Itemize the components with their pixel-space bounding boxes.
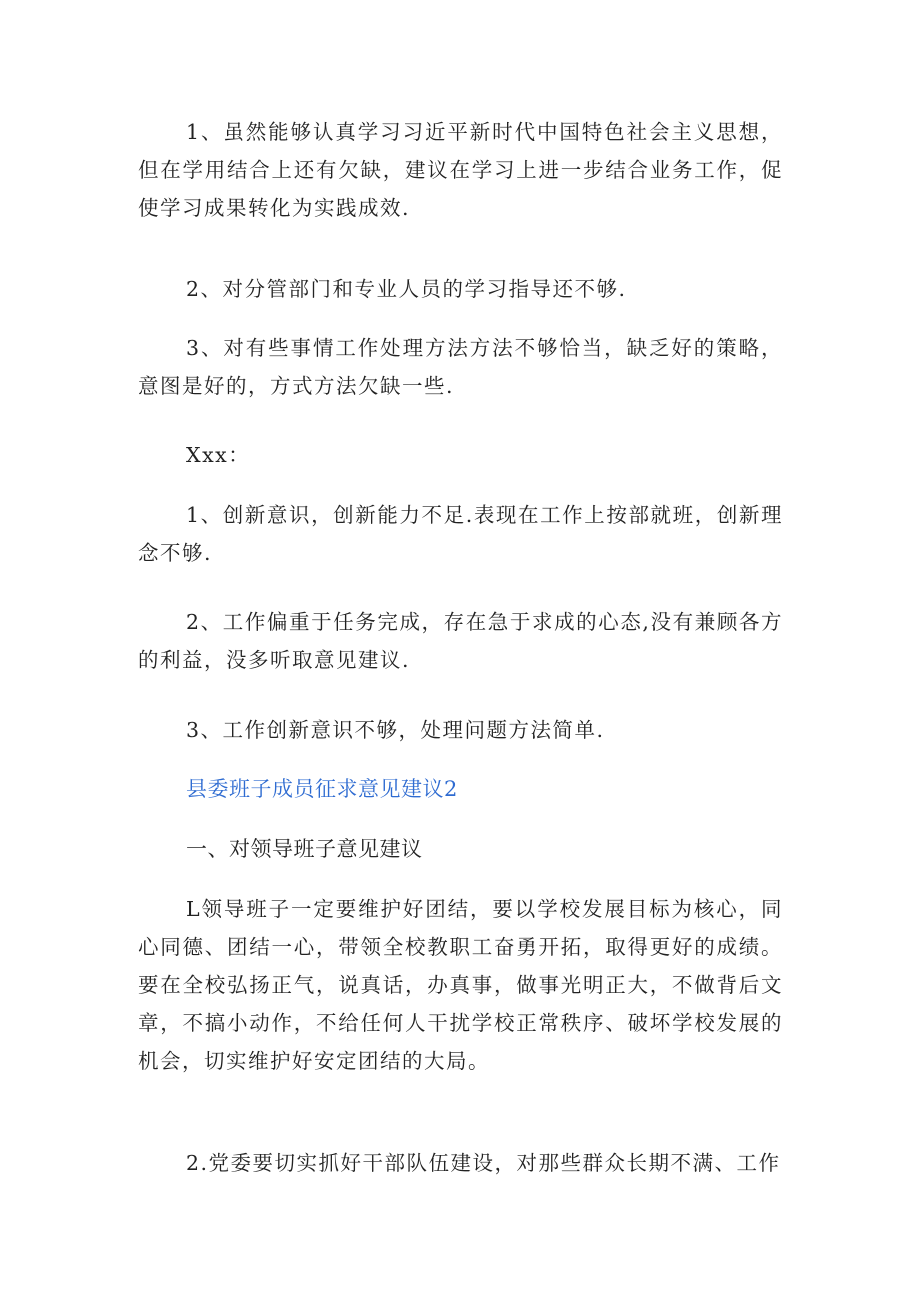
paragraph-2: 2、对分管部门和专业人员的学习指导还不够. [186, 277, 627, 301]
person-label: Xxx： [186, 443, 251, 467]
paragraph-7: L领导班子一定要维护好团结，要以学校发展目标为核心，同心同德、团结一心，带领全校教职工奋勇开拓，取得更好的成绩。要在全校弘扬正气，说真话，办真事，做事光明正大，不做背后文章，不搞小动作，不给任何人干扰学校正常秩序、破坏学校发展的机会，切实维护好安定团结的大局。 [138, 897, 783, 1073]
paragraph-8: 2.党委要切实抓好干部队伍建设，对那些群众长期不满、工作 [186, 1151, 781, 1175]
paragraph-1: 1、虽然能够认真学习习近平新时代中国特色社会主义思想，但在学用结合上还有欠缺，建议在学习上进一步结合业务工作，促使学习成果转化为实践成效. [138, 120, 783, 220]
paragraph-4: 1、创新意识，创新能力不足.表现在工作上按部就班，创新理念不够. [138, 503, 783, 565]
paragraph-3: 3、对有些事情工作处理方法方法不够恰当，缺乏好的策略，意图是好的，方式方法欠缺一些. [138, 336, 783, 398]
section-title-link[interactable]: 县委班子成员征求意见建议2 [186, 777, 458, 801]
subsection-heading: 一、对领导班子意见建议 [186, 837, 423, 861]
paragraph-5: 2、工作偏重于任务完成，存在急于求成的心态,没有兼顾各方的利益，没多听取意见建议. [138, 610, 783, 672]
paragraph-6: 3、工作创新意识不够，处理问题方法简单. [186, 718, 605, 742]
